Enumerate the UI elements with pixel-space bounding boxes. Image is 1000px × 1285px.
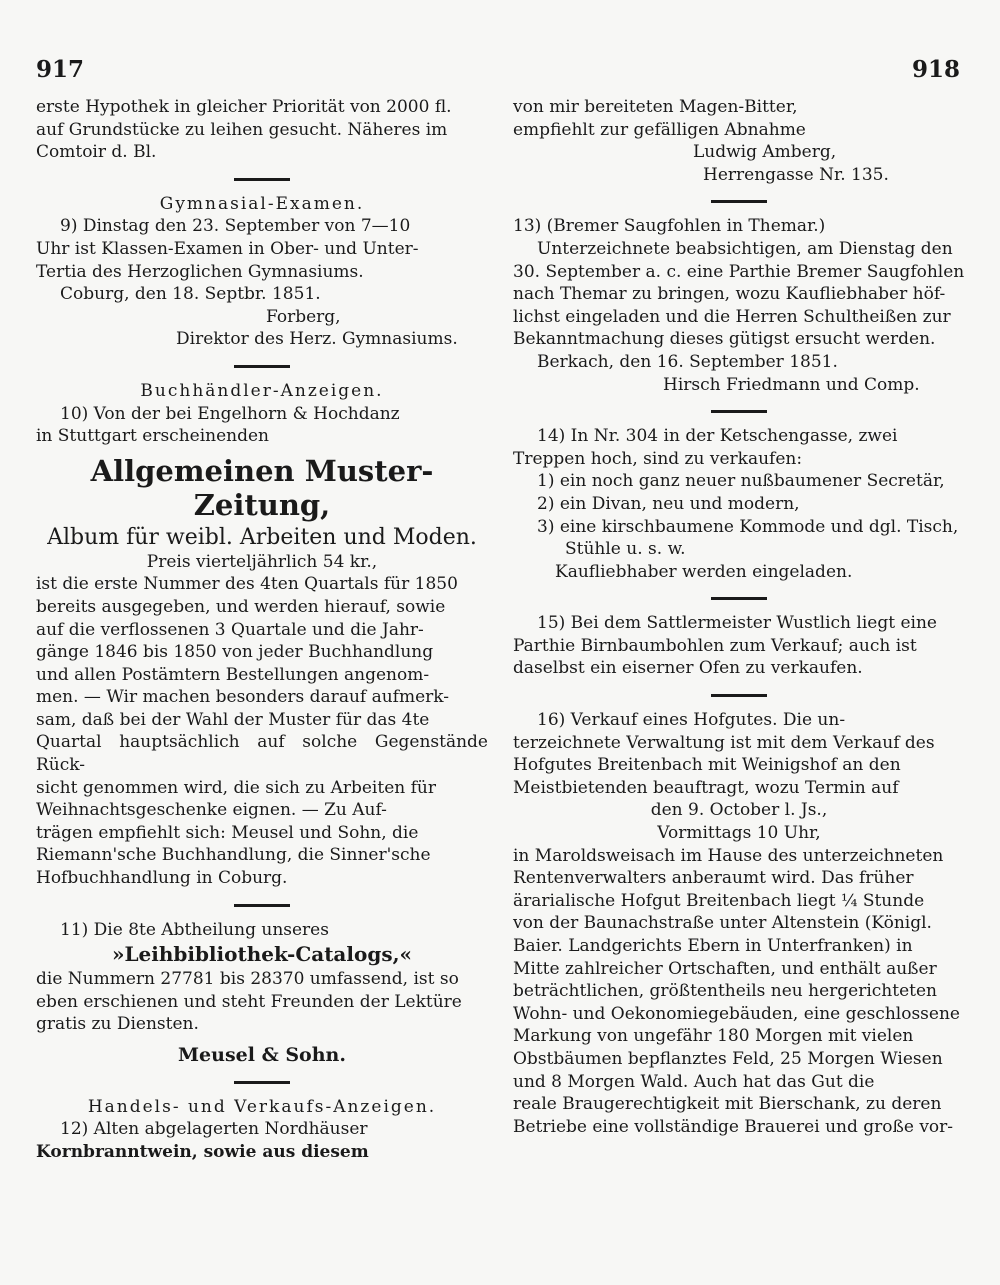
ad10-price: Preis vierteljährlich 54 kr.,	[146, 551, 378, 572]
ad10-line: und allen Postämtern Bestellungen angenom-	[36, 664, 430, 685]
ad10-line: bereits ausgegeben, und werden hierauf, sowie	[36, 596, 446, 617]
handel-heading: Handels- und Verkaufs-Anzeigen.	[87, 1096, 437, 1117]
ad16-line: in Maroldsweisach im Hause des unterzeichneten	[513, 845, 944, 866]
divider	[711, 200, 767, 203]
gymnasial-heading: Gymnasial-Examen.	[159, 193, 365, 214]
ad16-line: reale Braugerechtigkeit mit Bierschank, zu deren	[513, 1094, 942, 1115]
ad16-line: von der Baunachstraße unter Altenstein (Königl.	[513, 913, 932, 934]
hypothek-line: Comtoir d. Bl.	[36, 142, 157, 163]
ad16-line: Wohn- und Oekonomiegebäuden, eine geschlossene	[513, 1003, 960, 1024]
ad10-line: Weihnachtsgeschenke eignen. — Zu Auf-	[36, 800, 387, 821]
ad16-date: den 9. October l. Js.,	[650, 800, 828, 821]
ad13-line: Bekanntmachung dieses gütigst ersucht werden.	[513, 329, 936, 350]
ad16-line: Hofgutes Breitenbach mit Weinigshof an den	[513, 755, 901, 776]
divider	[234, 1081, 290, 1084]
ad13-line: 30. September a. c. eine Parthie Bremer Saugfohlen	[513, 261, 965, 282]
ad10-line: Riemann'sche Buchhandlung, die Sinner'sche	[36, 845, 431, 866]
ad14-end: Kaufliebhaber werden eingeladen.	[555, 561, 853, 582]
ad10-line: men. — Wir machen besonders darauf aufmerk-	[36, 687, 450, 708]
ad15-line: Parthie Birnbaumbohlen zum Verkauf; auch ist	[513, 635, 917, 656]
ad10-title: Allgemeinen Muster-Zeitung,	[90, 453, 434, 522]
ad16-line: Rentenverwalters anberaumt wird. Das früher	[513, 868, 914, 889]
divider	[234, 904, 290, 907]
amberg-signature: Ludwig Amberg,	[693, 142, 837, 163]
ad12-line: 12) Alten abgelagerten Nordhäuser	[60, 1119, 368, 1140]
ad11-intro: 11) Die 8te Abtheilung unseres	[60, 919, 329, 940]
ad10-city: in Stuttgart erscheinenden	[36, 426, 269, 447]
gymnasial-line: 9) Dinstag den 23. September von 7—10	[60, 216, 411, 237]
gymnasial-line: Tertia des Herzoglichen Gymnasiums.	[36, 261, 364, 282]
hypothek-line: erste Hypothek in gleicher Priorität von 2000 fl.	[36, 97, 452, 117]
ad16-time: Vormittags 10 Uhr,	[657, 823, 821, 844]
ad10-line: Quartal hauptsächlich auf solche Gegenstände Rück-	[36, 732, 488, 776]
gymnasial-date: Coburg, den 18. Septbr. 1851.	[60, 284, 321, 305]
ad13-line: Unterzeichnete beabsichtigen, am Dienstag den	[537, 238, 953, 259]
magenbitter-line: von mir bereiteten Magen-Bitter,	[513, 97, 798, 117]
ad11-signature: Meusel & Sohn.	[178, 1044, 346, 1066]
hypothek-line: auf Grundstücke zu leihen gesucht. Näheres im	[36, 119, 448, 140]
divider	[234, 365, 290, 368]
ad14-item: 1) ein noch ganz neuer nußbaumener Secretär,	[537, 471, 945, 492]
ad10-line: auf die verflossenen 3 Quartale und die Jahr-	[36, 619, 424, 640]
ad15-line: daselbst ein eiserner Ofen zu verkaufen.	[513, 658, 863, 679]
ad12-line: Kornbranntwein, sowie aus diesem	[36, 1141, 369, 1162]
ad16-line: beträchtlichen, größtentheils neu hergerichteten	[513, 981, 937, 1002]
ad14-item-continued: Stühle u. s. w.	[565, 539, 686, 560]
ad11-title: »Leihbibliothek-Catalogs,«	[111, 942, 413, 967]
ad10-line: sam, daß bei der Wahl der Muster für das 4te	[36, 709, 430, 730]
gymnasial-signature-title: Direktor des Herz. Gymnasiums.	[176, 329, 458, 350]
ad10-line: sicht genommen wird, die sich zu Arbeiten für	[36, 777, 436, 798]
ad16-line: Markung von ungefähr 180 Morgen mit vielen	[513, 1026, 914, 1047]
ad11-line: eben erschienen und steht Freunden der Lektüre	[36, 991, 462, 1012]
left-column	[36, 96, 488, 1163]
ad13-line: nach Themar zu bringen, wozu Kaufliebhaber höf-	[513, 284, 946, 305]
ad14-item: 2) ein Divan, neu und modern,	[537, 493, 800, 514]
ad13-heading: 13) (Bremer Saugfohlen in Themar.)	[513, 216, 826, 237]
ad10-line: gänge 1846 bis 1850 von jeder Buchhandlung	[36, 642, 434, 663]
divider	[711, 410, 767, 413]
gymnasial-signature: Forberg,	[266, 306, 341, 327]
ad10-subtitle: Album für weibl. Arbeiten und Moden.	[47, 524, 477, 550]
ad11-line: gratis zu Diensten.	[36, 1014, 199, 1035]
ad16-line: Obstbäumen bepflanztes Feld, 25 Morgen Wiesen	[513, 1048, 943, 1069]
divider	[711, 597, 767, 600]
divider	[234, 178, 290, 181]
ad16-line: Meistbietenden beauftragt, wozu Termin auf	[513, 777, 899, 798]
ad11-line: die Nummern 27781 bis 28370 umfassend, ist so	[36, 969, 459, 990]
ad15-line: 15) Bei dem Sattlermeister Wustlich liegt eine	[537, 613, 937, 634]
ad16-line: terzeichnete Verwaltung ist mit dem Verkauf des	[513, 732, 935, 753]
ad14-line: 14) In Nr. 304 in der Ketschengasse, zwei	[537, 426, 898, 447]
ad14-line: Treppen hoch, sind zu verkaufen:	[513, 448, 803, 469]
ad10-line: ist die erste Nummer des 4ten Quartals für 1850	[36, 574, 458, 595]
ad13-signature: Hirsch Friedmann und Comp.	[663, 374, 920, 395]
ad16-line: und 8 Morgen Wald. Auch hat das Gut die	[513, 1071, 875, 1092]
gymnasial-line: Uhr ist Klassen-Examen in Ober- und Unter-	[36, 238, 419, 259]
right-column	[513, 96, 965, 1138]
page-number-right: 918	[911, 56, 960, 83]
ad13-date: Berkach, den 16. September 1851.	[537, 351, 838, 372]
ad13-line: lichst eingeladen und die Herren Schultheißen zur	[513, 306, 951, 327]
page-number-left: 917	[36, 56, 85, 83]
divider	[711, 694, 767, 697]
ad10-line: trägen empfiehlt sich: Meusel und Sohn, die	[36, 822, 419, 843]
buchhaendler-heading: Buchhändler-Anzeigen.	[140, 380, 384, 401]
ad16-line: Betriebe eine vollständige Brauerei und große vor-	[513, 1116, 954, 1137]
ad16-line: ärarialische Hofgut Breitenbach liegt ¼ Stunde	[513, 890, 925, 911]
ad10-intro: 10) Von der bei Engelhorn & Hochdanz	[60, 403, 400, 424]
ad16-line: 16) Verkauf eines Hofgutes. Die un-	[537, 710, 846, 731]
amberg-address: Herrengasse Nr. 135.	[703, 164, 889, 185]
ad16-line: Baier. Landgerichts Ebern in Unterfranken) in	[513, 936, 913, 956]
ad16-line: Mitte zahlreicher Ortschaften, und enthält außer	[513, 958, 937, 979]
ad10-line: Hofbuchhandlung in Coburg.	[36, 868, 288, 889]
ad14-item: 3) eine kirschbaumene Kommode und dgl. Tisch,	[537, 516, 959, 537]
magenbitter-line: empfiehlt zur gefälligen Abnahme	[513, 119, 806, 140]
